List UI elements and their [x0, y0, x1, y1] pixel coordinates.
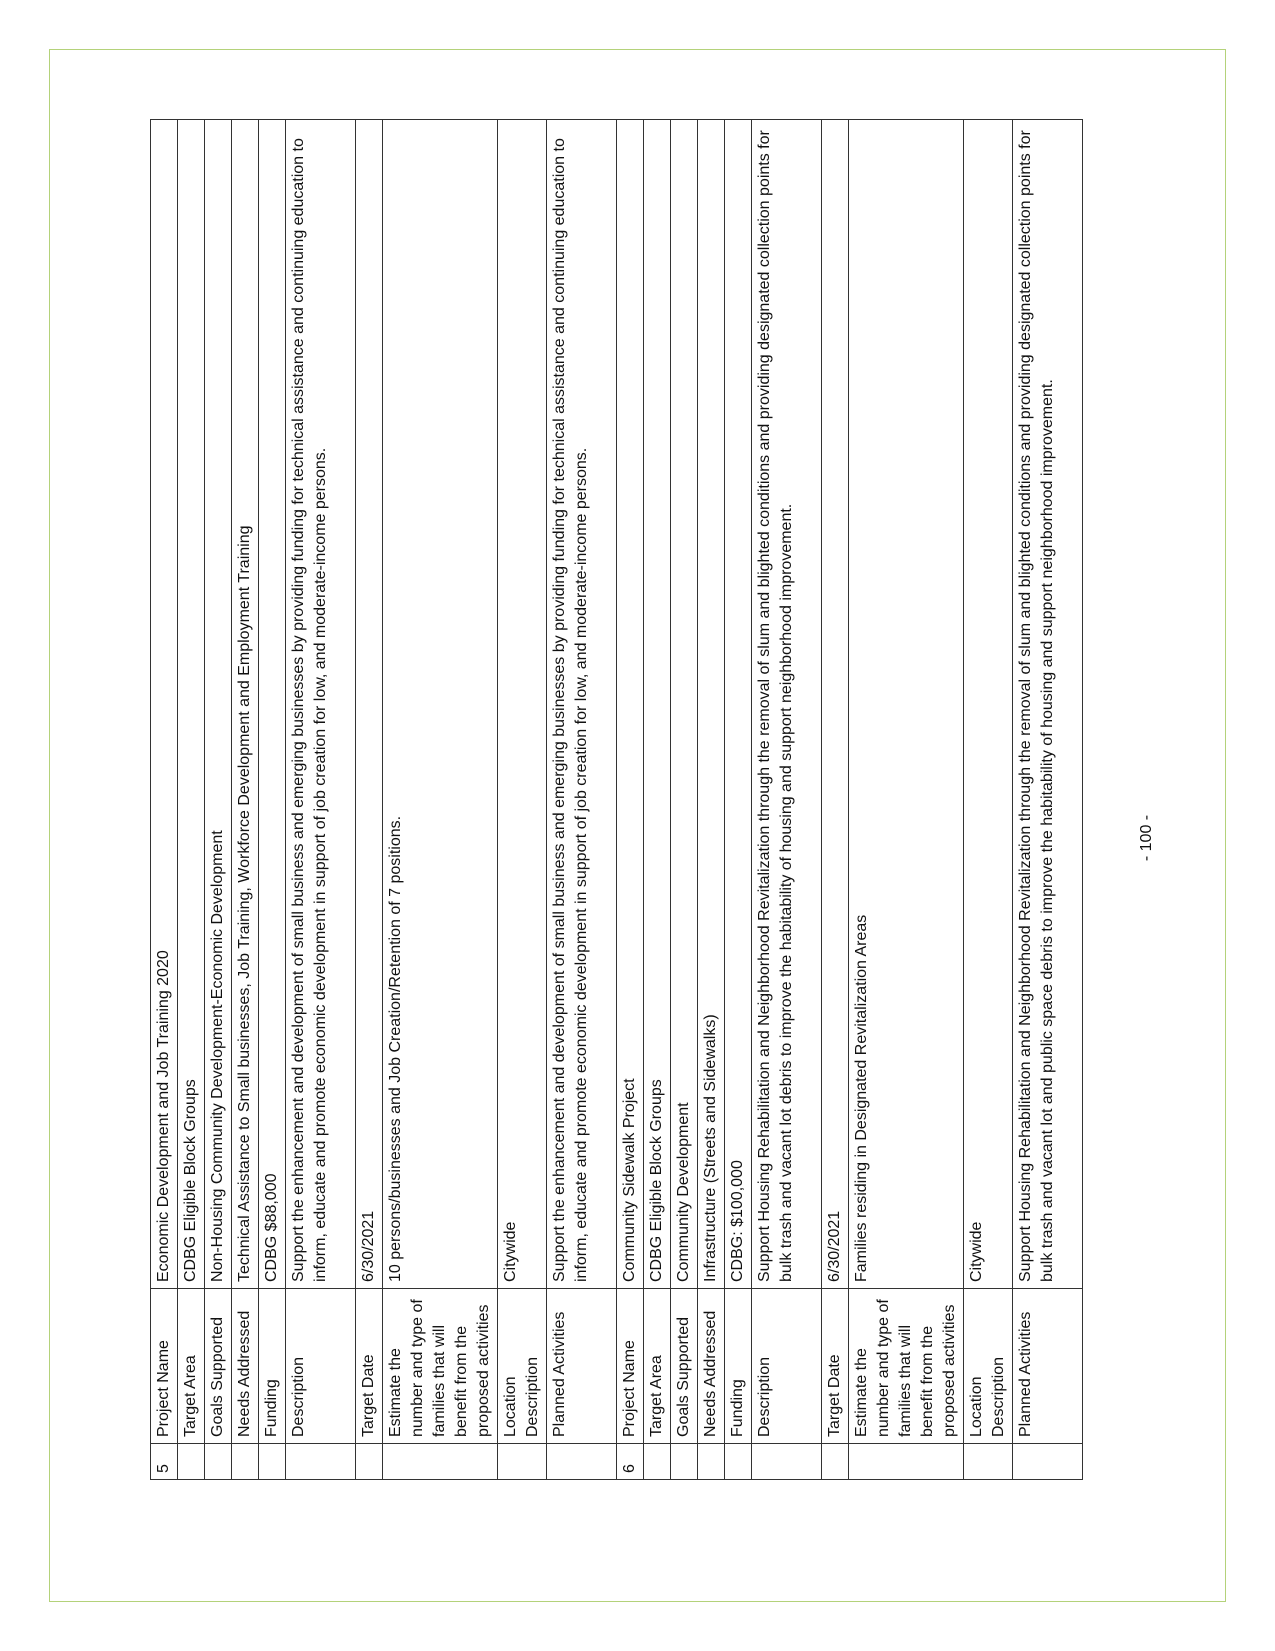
row-label: Description: [752, 1289, 822, 1444]
row-value: CDBG Eligible Block Groups: [178, 120, 205, 1289]
row-label: Description: [286, 1289, 356, 1444]
row-label: Target Area: [178, 1289, 205, 1444]
table-row: [1013, 120, 1083, 1480]
row-label: Target Area: [644, 1289, 671, 1444]
project-number-cell: [698, 1444, 725, 1480]
project-number-cell: [383, 1444, 498, 1480]
table-row: [178, 120, 205, 1480]
row-label: Planned Activities: [547, 1289, 617, 1444]
row-value: Economic Development and Job Training 2020: [151, 120, 178, 1289]
project-number-cell: [286, 1444, 356, 1480]
row-label: Location Description: [498, 1289, 547, 1444]
project-number-cell: [205, 1444, 232, 1480]
project-number-cell: [671, 1444, 698, 1480]
project-number-cell: [547, 1444, 617, 1480]
project-number: 5: [151, 1444, 178, 1480]
project-number-cell: [822, 1444, 849, 1480]
project-number-cell: [259, 1444, 286, 1480]
row-value: Support Housing Rehabilitation and Neighborhood Revitalization through the removal of slum and blighted conditions and providing designated collection points for bulk trash and vacant lot debris to improve the habitability of housing and support neighborhood improvement.: [752, 120, 822, 1289]
row-value: Community Development: [671, 120, 698, 1289]
row-label: Target Date: [822, 1289, 849, 1444]
table-row: [644, 120, 671, 1480]
table-row: [822, 120, 849, 1480]
rotated-content: [150, 120, 1086, 1480]
table-row: [698, 120, 725, 1480]
row-label: Needs Addressed: [232, 1289, 259, 1444]
row-label: Funding: [725, 1289, 752, 1444]
table-row: [356, 120, 383, 1480]
row-value: 6/30/2021: [356, 120, 383, 1289]
project-number-cell: [752, 1444, 822, 1480]
table-row: [498, 120, 547, 1480]
project-number: 6: [617, 1444, 644, 1480]
row-label: Goals Supported: [671, 1289, 698, 1444]
row-label: Planned Activities: [1013, 1289, 1083, 1444]
row-value: Non-Housing Community Development-Economic Development: [205, 120, 232, 1289]
row-label: Estimate the number and type of families that will benefit from the proposed activities: [383, 1289, 498, 1444]
row-value: Community Sidewalk Project: [617, 120, 644, 1289]
project-number-cell: [232, 1444, 259, 1480]
row-value: Infrastructure (Streets and Sidewalks): [698, 120, 725, 1289]
row-value: Support the enhancement and development of small business and emerging businesses by providing funding for technical assistance and continuing education to inform, educate and promote economic development in support of job creation for low, and moderate-income persons.: [547, 120, 617, 1289]
row-label: Funding: [259, 1289, 286, 1444]
table-row: [151, 120, 178, 1480]
row-value: Technical Assistance to Small businesses, Job Training, Workforce Development and Employment Training: [232, 120, 259, 1289]
project-number-cell: [644, 1444, 671, 1480]
row-value: Support the enhancement and development of small business and emerging businesses by providing funding for technical assistance and continuing education to inform, educate and promote economic development in support of job creation for low, and moderate-income persons.: [286, 120, 356, 1289]
project-number-cell: [498, 1444, 547, 1480]
row-value: 10 persons/businesses and Job Creation/Retention of 7 positions.: [383, 120, 498, 1289]
project-table: [150, 119, 1083, 1480]
table-row: [964, 120, 1013, 1480]
row-value: CDBG: $100,000: [725, 120, 752, 1289]
row-label: Project Name: [617, 1289, 644, 1444]
table-row: [547, 120, 617, 1480]
row-value: Support Housing Rehabilitation and Neighborhood Revitalization through the removal of slum and blighted conditions and providing designated collection points for bulk trash and vacant lot and public space debris to improve the habitability of housing and support neighborhood improvement.: [1013, 120, 1083, 1289]
page-number: - 100 -: [1138, 814, 1155, 862]
table-row: [671, 120, 698, 1480]
row-value: Families residing in Designated Revitalization Areas: [849, 120, 964, 1289]
row-value: Citywide: [964, 120, 1013, 1289]
row-label: Project Name: [151, 1289, 178, 1444]
row-value: 6/30/2021: [822, 120, 849, 1289]
project-number-cell: [725, 1444, 752, 1480]
row-value: CDBG $88,000: [259, 120, 286, 1289]
row-value: CDBG Eligible Block Groups: [644, 120, 671, 1289]
project-number-cell: [1013, 1444, 1083, 1480]
table-row: [725, 120, 752, 1480]
row-label: Needs Addressed: [698, 1289, 725, 1444]
row-value: Citywide: [498, 120, 547, 1289]
project-number-cell: [849, 1444, 964, 1480]
table-row: [617, 120, 644, 1480]
project-number-cell: [356, 1444, 383, 1480]
table-row: [752, 120, 822, 1480]
table-row: [259, 120, 286, 1480]
table-row: [232, 120, 259, 1480]
project-number-cell: [178, 1444, 205, 1480]
row-label: Target Date: [356, 1289, 383, 1444]
table-row: [849, 120, 964, 1480]
row-label: Location Description: [964, 1289, 1013, 1444]
table-row: [286, 120, 356, 1480]
table-row: [205, 120, 232, 1480]
row-label: Estimate the number and type of families that will benefit from the proposed activities: [849, 1289, 964, 1444]
project-number-cell: [964, 1444, 1013, 1480]
row-label: Goals Supported: [205, 1289, 232, 1444]
table-row: [383, 120, 498, 1480]
